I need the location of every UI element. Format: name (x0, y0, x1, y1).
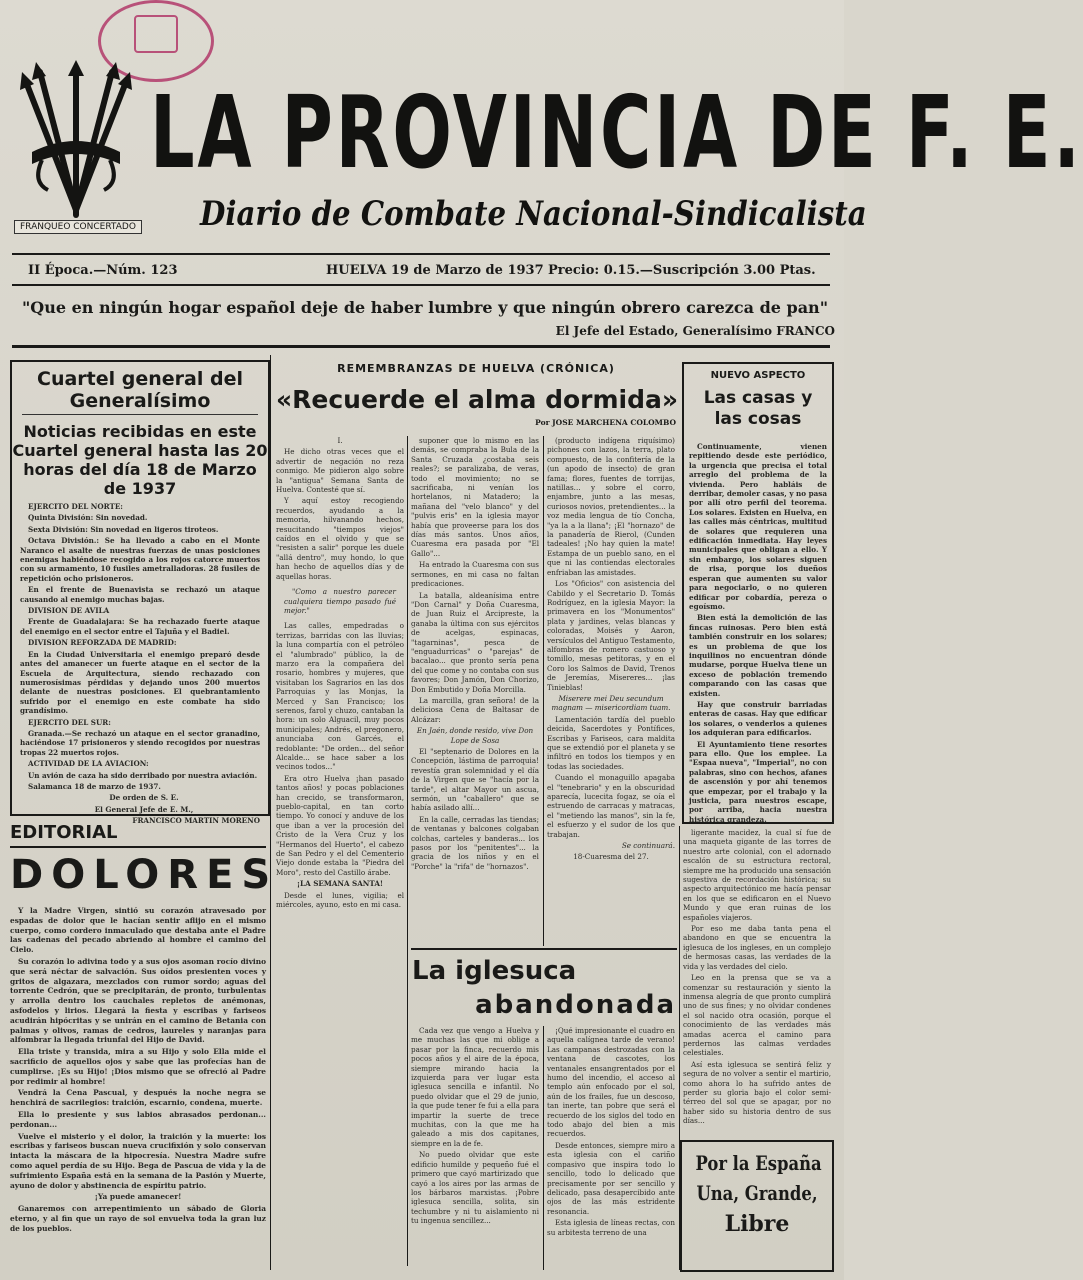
paragraph: Por eso me daba tanta pena el abandono en que se encuentra la iglesuca de los ingleses, en un complejo de hermosas casas, las verdades de la vida y las verdades del cielo. (683, 924, 831, 971)
cuartel-sub-line4: de 1937 (103, 479, 177, 498)
paragraph: DIVISION DE AVILA (28, 606, 110, 616)
paragraph: Desde entonces, siempre miro a esta iglesia con el cariño compasivo que inspira todo lo sencillo, todo lo delicado que precisamente por ser sencillo y delicado, pasa desapercibido ante ojos de las más estridente resonancia. (547, 1140, 675, 1216)
cronica-kicker: REMEMBRANZAS DE HUELVA (CRÓNICA) (337, 362, 615, 375)
franqueo-label: FRANQUEO CONCERTADO (14, 220, 142, 234)
paragraph: Y la Madre Virgen, sintió su corazón atravesado por espadas de dolor que le hacían sentir aflijo en el mismo cuerpo, como cordero inmaculado que destaba ante el Padre las cadenas del pecado abriendo al hombre el camino del Cielo. (10, 906, 266, 955)
editorial-label: EDITORIAL (10, 822, 118, 843)
cronica-column-1 (276, 436, 404, 1266)
paragraph: I. (337, 436, 343, 445)
stamp-shield-icon (134, 15, 178, 53)
column-rule (543, 436, 544, 946)
paragraph: Ella triste y transida, mira a su Hijo y solo Ella mide el sacrificio de aquellos ojos y sabe que las profecías han de cumplirse. ¡Es su Hijo! ¡Dios mismo que se ofreció al Padre por redimir al hombre! (10, 1047, 266, 1086)
por-la-espana-box (680, 1140, 834, 1272)
paragraph: "Como a nuestro parecer cualquiera tiempo pasado fué mejor." (284, 587, 396, 615)
paragraph: EJERCITO DEL SUR: (28, 717, 111, 727)
cronica-title: «Recuerde el alma dormida» (276, 385, 679, 414)
paragraph: Sexta División: Sin novedad en ligeros tiroteos. (28, 524, 219, 534)
nuevo-label: NUEVO ASPECTO (710, 370, 806, 381)
cuartel-body (20, 502, 260, 826)
paragraph: Las calles, empedradas o terrizas, barridas con las lluvias; la luna compartía con el petróleo el "alumbrado" público, la de marzo era la compañera del rosario, hombres y mujeres, que visitaban los Sagrarios en las dos Parroquias y las Monjas, la Merced y San Francisco; los serenos, farol y chuzo, cantaban la hora: un solo Alguacil, muy pocos municipales; Andrés, el pregonero, anunciaba con Garcés, el redoblante: "De orden... del señor Alcalde... se hace saber a los vecinos todos..." (276, 621, 404, 772)
paragraph: Era otro Huelva ¡han pasado tantos años! y pocas poblaciones han crecido, se transformaron, pueblo-capital, en tan corto tiempo. Yo conocí y anduve de los que iban a ver la procesión del Cristo de la Vera Cruz y los "Hermanos del Huerto", el cabezo de San Pedro y el del Cementerio Viejo donde estaba la "Piedra del Moro", resto del Castillo árabe. (276, 773, 404, 877)
paragraph: Leo en la prensa que se va a comenzar su restauración y siento la inmensa alegría de que pronto cumplirá uno de sus fines; y no olvidar condenes el sol nacido otra ocasión, porque el conocimiento de las verdades más amadas acerca el camino para perdernos las calmas verdades celestiales. (683, 973, 831, 1058)
cuartel-general-box (10, 360, 270, 826)
paragraph: ¡Ya puede amanecer! (94, 1192, 182, 1202)
cuartel-title-line2: Generalísimo (69, 390, 211, 412)
paragraph: Así esta iglesuca se sentirá feliz y segura de no volver a sentir el martirio, como ahora lo ha sufrido antes de perder su gloria bajo el color semi-térreo del sol que se apagar, por no haber sido su historia dentro de sus días... (683, 1059, 831, 1126)
paragraph: En Jaén, donde resido, vive Don Lope de Sosa (416, 726, 534, 745)
paragraph: (producto indígena riquísimo) pichones con lazos, la terra, plato compuesto, de la confitería de la (un apodo de insecto) de gran fama; flores, fuentes de torrijas, natillas... y sobre el corro, enjambre, junto a las mesas, curiosos novios, pretendientes... la voz media lengua de tío Concha, "ya la a la llana"; ¡El "hornazo" de la panadería de Rierol, (Cunden tadeales! ¡No hay quien la mate! Estampa de un pueblo sano, en el que ni las contiendas electorales enfriaban las amistades. (547, 436, 675, 577)
divider (10, 846, 266, 848)
iglesuca-column-1 (411, 1026, 539, 1270)
newspaper-title: LA PROVINCIA DE F. E. (150, 74, 1083, 191)
cuartel-sub-line3: horas del día 18 de Marzo (23, 460, 257, 479)
paragraph: ¡LA SEMANA SANTA! (296, 879, 384, 889)
paragraph: Quinta División: Sin novedad. (28, 513, 148, 523)
nuevo-title-line2: las cosas (714, 409, 802, 429)
issue-price: Precio: 0.15.—Suscripción 3.00 Ptas. (548, 263, 816, 278)
paragraph: El "septenario de Dolores en la Concepción, lástima de parroquia! revestía gran solemnidad y el día de la Virgen que se "hacía por la tarde", el altar Mayor un ascua, sermón, un "caballero" que se había asilado allí... (411, 747, 539, 813)
paragraph: En la Ciudad Universitaria el enemigo preparó desde antes del amanecer un fuerte ataque en el sector de la Escuela de Arquitectura, siendo rechazado con numerosísimas pérdidas y dejando unos 200 muertos delante de nuestras posiciones. El quebrantamiento sufrido por el enemigo en este combate ha sido grandísimo. (20, 649, 260, 716)
editorial-body (10, 906, 266, 1266)
paragraph: suponer que lo mismo en las demás, se compraba la Bula de la Santa Cruzada ¿costaba seis reales?; se paralizaba, de veras, todo el movimiento; no se sacrificaba, ni venían los hortelanos, ni Matadero; la mañana del "velo blanco" y del "pulvis eris" en la iglesia mayor había que proveerse para los dos días más santos. Unos años, Cuaresma era pasada por "El Gallo"... (411, 436, 539, 558)
slogan-line1: Por la España (695, 1151, 822, 1175)
paragraph: He dicho otras veces que el advertir de negación no reza conmigo. Me pidieron algo sobre la "antigua" Semana Santa de Huelva. Contesté que sí. (276, 447, 404, 495)
iglesuca-column-2 (547, 1026, 675, 1270)
cronica-author: Por JOSE MARCHENA COLOMBO (535, 418, 676, 427)
slogan-line3: Libre (724, 1211, 790, 1237)
iglesuca-title-line1: La iglesuca (412, 956, 577, 986)
column-rule (270, 355, 271, 1270)
paragraph: Frente de Guadalajara: Se ha rechazado fuerte ataque del enemigo en el sector entre el Tajuña y el Badiel. (20, 617, 260, 636)
paragraph: Bien está la demolición de las fincas ruinosas. Pero bien está también construir en los solares; es un problema de que los inquilinos no encuentran dónde mudarse, porque Huelva tiene un exceso de población tremendo comparando con las casas que existen. (689, 613, 827, 698)
paragraph: El Ayuntamiento tiene resortes para ello. Que los emplee. La "Espaa nueva", "Imperial", no con palabras, sino con hechos, afanes de ascensión y por ahí tenemos que empezar, por el trabajo y la justicia, para nuestros escape, por arriba, hacia nuestra histórica grandeza. (689, 739, 827, 824)
newspaper-subtitle: Diario de Combate Nacional-Sindicalista (200, 194, 867, 234)
nuevo-title-line1: Las casas y (703, 388, 813, 408)
paragraph: La batalla, aldeanísima entre "Don Carnal" y Doña Cuaresma, de Juan Ruiz el Arcipreste, la ganaba la última con sus ejércitos de acelgas, espinacas, "tagarninas", pesca de "enguadurricas" o "parejas" de bacalao... que pronto sería pena del que come y no contaba con sus favores; Don Jamón, Don Chorizo, Don Embutido y Doña Morcilla. (411, 590, 539, 694)
paragraph: ligerante macidez, la cual sí fue de una maqueta gigante de las torres de nuestro arte colonial, con el adornado escalón de su estructura rectoral, siempre me ha producido una sensación sugestiva de recordación histórica; su aspecto arquitectónico me hacía pensar en los que se edificaron en el Nuevo Mundo y que eran ruinas de los españoles viajeros. (683, 828, 831, 922)
cuartel-sub-line1: Noticias recibidas en este (23, 422, 257, 441)
paragraph: Vendrá la Cena Pascual, y después la noche negra se henchirá de sacrilegios: traición, escarnio, condena, muerte. (10, 1088, 266, 1108)
divider (12, 284, 830, 286)
quote-attribution: El Jefe del Estado, Generalísimo FRANCO (555, 324, 835, 338)
paragraph: Los "Oficios" con asistencia del Cabildo y el Secretario D. Tomás Rodríguez, en la iglesia Mayor: la primavera en los "Monumentos" plata y jardines, velas blancas y coloradas, Moisés y Aaron, versículos del Antiguo Testamento, alfombras de romero castuoso y tomillo, mesas petitoras, y en el Coro los Salmos de David, Trenos de Jeremías, Misereres... ¡las Tinieblas! (547, 579, 675, 692)
paragraph: En el frente de Buenavista se rechazó un ataque causando al enemigo muchas bajas. (20, 585, 260, 604)
cuartel-title-line1: Cuartel general del (37, 368, 243, 390)
paragraph: Un avión de caza ha sido derribado por nuestra aviación. (28, 770, 258, 780)
paragraph: Esta iglesia de líneas rectas, con su arbitesta terreno de una (547, 1218, 675, 1237)
divider (12, 253, 830, 255)
paragraph: DIVISION REFORZADA DE MADRID: (28, 638, 177, 648)
paragraph: El General Jefe de E. M., (94, 804, 194, 814)
editorial-title: DOLORES (10, 852, 279, 898)
paragraph: Se continuará. (621, 841, 675, 851)
paragraph: EJERCITO DEL NORTE: (28, 502, 123, 511)
paragraph: No puedo olvidar que este edificio humilde y pequeño fué el primero que cayó martirizado que cayó a los aires por las armas de los bárbaros marxistas. ¡Pobre iglesuca sencilla, solita, sin techumbre y ni tu aislamiento ni tu ingenua sencillez... (411, 1150, 539, 1226)
paragraph: FRANCISCO MARTIN MORENO (132, 816, 260, 826)
paragraph: Granada.—Se rechazó un ataque en el sector granadino, haciéndose 17 prisioneros y siendo recogidos por nuestras tropas 22 muertos rojos. (20, 728, 260, 757)
paragraph: Cuando el monaguillo apagaba el "tenebrario" y en la obscuridad aparecía, lucecita fogaz, se oía el estruendo de carracas y matracas, el "metiendo las manos", sin la fe, el esfuerzo y el sudor de los que trabajan. (547, 773, 675, 839)
paragraph: Desde el lunes, vigilia; el miércoles, ayuno, esto en mi casa. (276, 890, 404, 910)
paragraph: Vuelve el misterio y el dolor, la traición y la muerte: los escribas y fariseos buscan nueva crucifixión y solo conservan intacta la máscara de la hipocresía. Nuestra Madre sufre como aquel perdía de su Hijo. Bega de Pascua de vida y la de sufrimiento España está en la semana de la Pasión y Muerte, ayuno de dolor y abstinencia de espíritu patrio. (10, 1131, 266, 1190)
paragraph: Miserere mei Deu secundum magnam — misericordiam tuam. (551, 693, 671, 713)
cronica-column-3 (547, 436, 675, 946)
nuevo-body (689, 442, 827, 824)
paragraph: Octava División.: Se ha llevado a cabo en el Monte Naranco el asalte de nuestras fuerzas de unas posiciones enemigas habiéndose recogido a los rojos catorce muertos con su armamento, 10 fusiles ametralladoras. 28 fusiles de repetición ocho prisioneros. (20, 536, 260, 583)
nuevo-aspecto-box (682, 362, 834, 824)
divider (22, 414, 258, 415)
divider (12, 345, 830, 348)
yoke-and-arrows-emblem (12, 60, 140, 220)
iglesuca-title-line2: abandonada (475, 990, 676, 1020)
paragraph: Su corazón lo adivina todo y a sus ojos asoman rocío divino que será néctar de salvación. Sus oídos presienten voces y gritos de algazara, mezclados con rumor sordo; aguas del torrente Cedrón, que se precipitarán, de pronto, turbulentas y arrolla dentro los cauchales repletos de anémonas, asfodelos y lirios. Llegará la fiesta y escribas y fariseos acudirán hipócritas y se unirán en el camino de Betania con palmas y olivos, ramas de cedros, laureles y naranjas para alfombrar la llegada triunfal del Hijo de David. (10, 956, 266, 1045)
paragraph: Hay que construir barriadas enteras de casas. Hay que edificar los solares, o venderlos a quienes los adquieran para edificarlos. (689, 699, 827, 738)
paragraph: Lamentación tardía del pueblo deicida, Sacerdotes y Pontífices, Escribas y Fariseos, cara maldita que se extendió por el planeta y se infiltró en todos los tiempos y en todas las sociedades. (547, 714, 675, 771)
iglesuca-column-3 (683, 828, 831, 1138)
slogan-line2: Una, Grande, (696, 1181, 818, 1205)
paragraph: La marcilla, gran señora! de la deliciosa Cena de Baltasar de Alcázar: (411, 695, 539, 724)
editorial-section (10, 822, 279, 1272)
paragraph: Continuamente, vienen repitiendo desde este periódico, la urgencia que precisa el total arreglo del problema de la vivienda. Pero habláis de derribar, demoler casas, y no pasa por allí otro perfil del teorema. Los solares. Existen en Huelva, en las calles más céntricas, multitud de solares que requieren una edificación inmediata. Hay leyes municipales que obligan a ello. Y sin embargo, los solares siguen de risa, porque los dueños esperan que aumenten su valor para negociarlo, o no quieren edificar por cobardía, pereza o egoísmo. (689, 442, 827, 611)
paragraph: Ganaremos con arrepentimiento un sábado de Gloria eterno, y al fin que un rayo de sol envuelva toda la gran luz de los pueblos. (10, 1204, 266, 1233)
issue-number: II Época.—Núm. 123 (28, 263, 178, 278)
paragraph: Y aquí estoy recogiendo recuerdos, ayudando a la memoria, hilvanando hechos, resucitando "tiempos viejos" caídos en el olvido y que se "resisten a salir" porque les duele "allá dentro", muy hondo, lo que han hecho de aquellos días y de aquellas horas. (276, 496, 404, 581)
divider (411, 948, 677, 950)
cronica-column-2 (411, 436, 539, 946)
paragraph: ACTIVIDAD DE LA AVIACION: (28, 759, 149, 769)
paragraph: En la calle, cerradas las tiendas; de ventanas y balcones colgaban colchas, carteles y banderas... los pasos por los "penitentes"... la gracia de los niños y en el "Porche" la "rifa" de "hornazos". (411, 814, 539, 871)
paragraph: Salamanca 18 de marzo de 1937. (28, 781, 161, 791)
paragraph: ¡Qué impresionante el cuadro en aquella calígnea tarde de verano! Las campanas destrozadas con la ventana de cascotes, los ventanales ensangrentados por el humo del incendio, el acceso al templo aún enfocado por el sol, aún de los frailes, fue un descoso, tan inerte, tan pobre que será el recuerdo de los siglos del todo en todo abajo del bien a mis recuerdos. (547, 1026, 675, 1139)
paragraph: De orden de S. E. (109, 793, 179, 803)
cuartel-sub-line2: Cuartel general hasta las 20 (12, 441, 268, 460)
paragraph: Ella lo presiente y sus labios abrasados perdonan... perdonan... (10, 1109, 266, 1129)
issue-date: HUELVA 19 de Marzo de 1937 (326, 263, 544, 278)
franco-quote: "Que en ningún hogar español deje de haber lumbre y que ningún obrero carezca de pan" (21, 298, 829, 317)
column-rule (407, 436, 408, 1266)
paragraph: Cada vez que vengo a Huelva y me muchas las que mi oblige a pasar por la finca, recuerdo mis pocos años y el aire de la época, siempre mirando hacia la izquierda para ver lugar esta iglesuca sencilla e infantil. No puedo olvidar que el 29 de junio, la que pude tener fe fui a ella para impartir la suerte de trece muchitas, con la que me ha galeado a mis dos capitanes, siempre en la de fe. (411, 1026, 539, 1148)
paragraph: 18-Cuaresma del 27. (573, 852, 649, 862)
column-rule (543, 1026, 544, 1270)
paragraph: Ha entrado la Cuaresma con sus sermones, en mi casa no faltan predicaciones. (411, 560, 539, 589)
